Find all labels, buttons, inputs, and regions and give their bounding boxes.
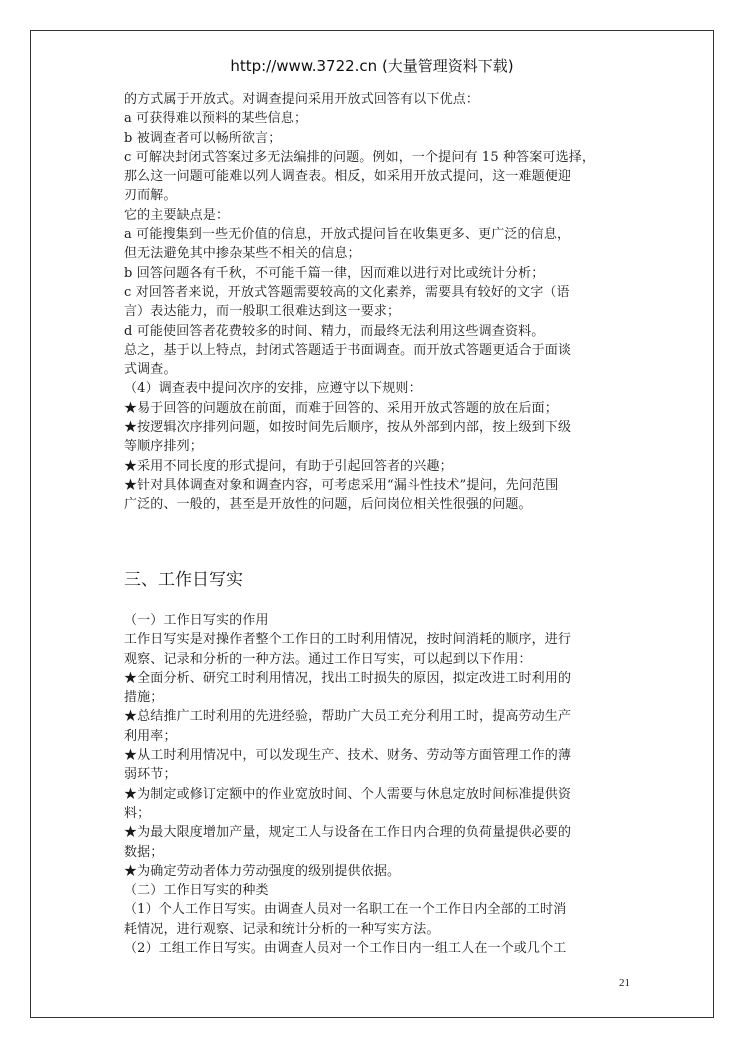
- text-line: 利用率；: [124, 728, 177, 744]
- section-heading: 三、工作日写实: [124, 570, 243, 590]
- text-line: c 可解决封闭式答案过多无法编排的问题。例如，一个提问有 15 种答案可选择，: [124, 149, 596, 165]
- text-line: 那么这一问题可能难以列人调查表。相反，如采用开放式提问，这一难题便迎: [124, 169, 572, 185]
- text-line: ★全面分析、研究工时利用情况，找出工时损失的原因，拟定改进工时利用的: [124, 670, 572, 686]
- text-line: 等顺序排列；: [124, 439, 203, 455]
- text-line: （1）个人工作日写实。由调查人员对一名职工在一个工作日内全部的工时消: [124, 902, 567, 918]
- text-line: 刃而解。: [124, 188, 177, 204]
- text-line: ★为最大限度增加产量，规定工人与设备在工作日内合理的负荷量提供必要的: [124, 825, 572, 841]
- text-line: 数据；: [124, 844, 164, 860]
- text-line: （二）工作日写实的种类: [124, 883, 269, 899]
- text-block-workday-recording: [124, 611, 632, 958]
- text-line: ★采用不同长度的形式提问，有助于引起回答者的兴趣；: [124, 458, 453, 474]
- text-line: ★为制定或修订定额中的作业宽放时间、个人需要与休息定放时间标准提供资: [124, 786, 572, 802]
- text-line: 言）表达能力，而一般职工很难达到这一要求；: [124, 304, 401, 320]
- text-line: （4）调查表中提问次序的安排，应遵守以下规则：: [124, 381, 422, 397]
- text-block-open-questions: [124, 90, 632, 515]
- text-line: c 对回答者来说，开放式答题需要较高的文化素养，需要具有较好的文字（语: [124, 284, 570, 300]
- text-line: a 可能搜集到一些无价值的信息，开放式提问旨在收集更多、更广泛的信息，: [124, 227, 571, 243]
- text-line: ★易于回答的问题放在前面，而难于回答的、采用开放式答题的放在后面；: [124, 400, 558, 416]
- text-line: 观察、记录和分析的一种方法。通过工作日写实，可以起到以下作用：: [124, 651, 532, 667]
- text-line: b 被调查者可以畅所欲言；: [124, 130, 282, 146]
- text-line: 耗情况，进行观察、记录和统计分析的一种写实方法。: [124, 921, 440, 937]
- header-url: http://www.3722.cn (大量管理资料下载): [230, 57, 514, 75]
- text-line: 弱环节；: [124, 767, 177, 783]
- text-line: a 可获得难以预料的某些信息；: [124, 111, 308, 127]
- text-line: 料；: [124, 805, 151, 821]
- text-line: 但无法避免其中掺杂某些不相关的信息；: [124, 246, 361, 262]
- text-line: 广泛的、一般的，甚至是开放性的问题，后问岗位相关性很强的问题。: [124, 497, 532, 513]
- text-line: （一）工作日写实的作用: [124, 613, 269, 628]
- text-line: ★针对具体调查对象和调查内容，可考虑采用“漏斗性技术”提问，先问范围: [124, 477, 559, 493]
- text-line: 式调查。: [124, 362, 177, 378]
- text-line: ★从工时利用情况中，可以发现生产、技术、财务、劳动等方面管理工作的薄: [124, 748, 572, 764]
- text-line: （2）工组工作日写实。由调查人员对一个工作日内一组工人在一个或几个工: [124, 941, 567, 957]
- text-line: b 回答问题各有千秋，不可能千篇一律，因而难以进行对比或统计分析；: [124, 265, 545, 281]
- text-line: 工作日写实是对操作者整个工作日的工时利用情况，按时间消耗的顺序，进行: [124, 632, 572, 648]
- text-line: ★总结推广工时利用的先进经验，帮助广大员工充分利用工时，提高劳动生产: [124, 709, 572, 725]
- text-line: ★按逻辑次序排列问题，如按时间先后顺序，按从外部到内部，按上级到下级: [124, 420, 572, 436]
- text-line: 它的主要缺点是：: [124, 207, 230, 223]
- text-line: 措施；: [124, 690, 164, 706]
- page-number: 21: [619, 977, 630, 989]
- text-line: 总之，基于以上特点，封闭式答题适于书面调查。而开放式答题更适合于面谈: [124, 342, 572, 358]
- text-line: 的方式属于开放式。对调查提问采用开放式回答有以下优点：: [124, 92, 480, 107]
- text-line: ★为确定劳动者体力劳动强度的级别提供依据。: [124, 863, 401, 879]
- text-line: d 可能使回答者花费较多的时间、精力，而最终无法利用这些调查资料。: [124, 323, 545, 339]
